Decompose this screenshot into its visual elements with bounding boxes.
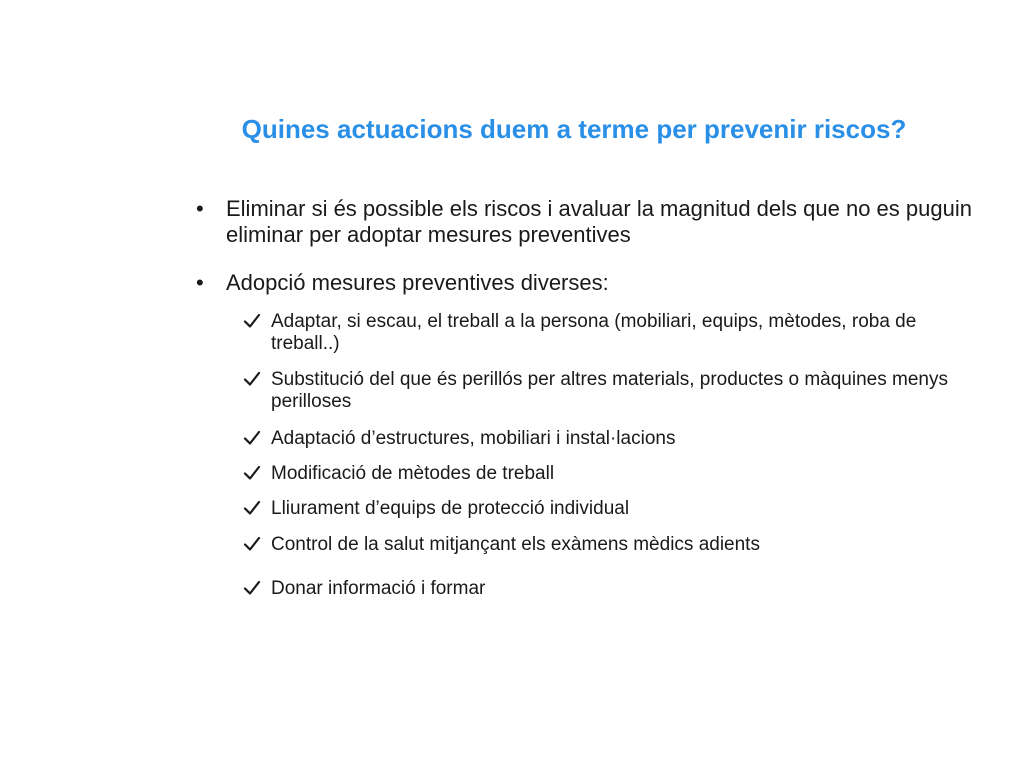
checkmark-icon: [243, 312, 261, 330]
sub-item: [243, 534, 963, 556]
bullet-dot: •: [196, 196, 204, 221]
slide-title: Quines actuacions duem a terme per prevenir riscos?: [241, 114, 907, 144]
bullet-text: Adopció mesures preventives diverses:: [226, 270, 609, 295]
sub-item-text: Adaptació d’estructures, mobiliari i instal·lacions: [271, 428, 676, 449]
sub-item: [243, 311, 963, 355]
bullet-item: [196, 270, 986, 296]
sub-item-text: Donar informació i formar: [271, 578, 486, 599]
sub-item-text: Control de la salut mitjançant els exàmens mèdics adients: [271, 534, 760, 555]
sub-item: [243, 463, 963, 485]
sub-item: [243, 369, 963, 413]
checkmark-icon: [243, 499, 261, 517]
bullet-text: Eliminar si és possible els riscos i avaluar la magnitud dels que no es puguin eliminar per adoptar mesures preventives: [226, 196, 972, 247]
sub-item: [243, 498, 963, 520]
checkmark-icon: [243, 579, 261, 597]
checkmark-icon: [243, 464, 261, 482]
checkmark-icon: [243, 370, 261, 388]
sub-item: [243, 578, 963, 600]
sub-item-text: Substitució del que és perillós per altres materials, productes o màquines menys perilloses: [271, 369, 948, 412]
sub-item: [243, 428, 963, 450]
checkmark-icon: [243, 535, 261, 553]
sub-item-text: Lliurament d’equips de protecció individual: [271, 498, 630, 519]
checkmark-icon: [243, 429, 261, 447]
sub-item-text: Modificació de mètodes de treball: [271, 463, 555, 484]
bullet-dot: •: [196, 270, 204, 295]
bullet-item: [196, 196, 986, 248]
sub-item-text: Adaptar, si escau, el treball a la persona (mobiliari, equips, mètodes, roba de treball..): [271, 311, 917, 354]
